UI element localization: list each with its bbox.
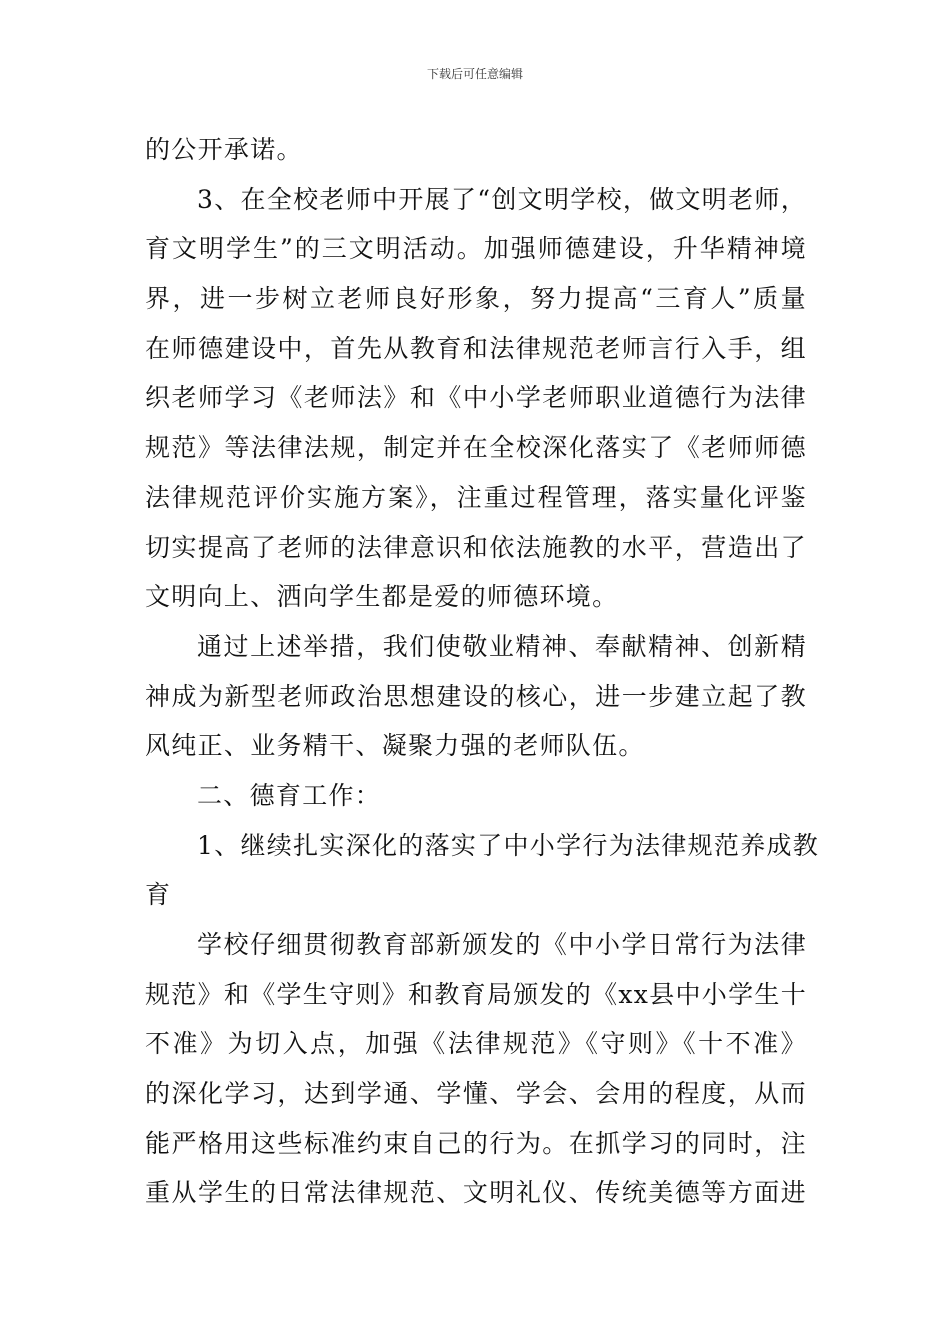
text-line: 规范》和《学生守则》和教育局颁发的《xx县中小学生十 xyxy=(145,979,808,1009)
text-line: 重从学生的日常法律规范、文明礼仪、传统美德等方面进 xyxy=(145,1178,807,1208)
text-line: 育文明学生”的三文明活动。加强师德建设，升华精神境 xyxy=(145,234,807,264)
section-heading: 二、德育工作： xyxy=(197,780,382,810)
text-line: 神成为新型老师政治思想建设的核心，进一步建立起了教 xyxy=(145,681,807,711)
page-header: 下载后可任意编辑 xyxy=(426,67,523,81)
text-line: 织老师学习《老师法》和《中小学老师职业道德行为法律 xyxy=(145,383,807,413)
text-line: 的公开承诺。 xyxy=(145,135,303,164)
text-line: 学校仔细贯彻教育部新颁发的《中小学日常行为法律 xyxy=(197,930,807,959)
text-line: 通过上述举措，我们使敬业精神、奉献精神、创新精 xyxy=(197,631,807,661)
document-body xyxy=(145,125,820,1218)
text-line: 的深化学习，达到学通、学懂、学会、会用的程度，从而 xyxy=(145,1079,807,1109)
text-line: 界，进一步树立老师良好形象，努力提高“三育人”质量 xyxy=(145,284,807,314)
text-line: 育 xyxy=(145,880,172,910)
text-line: 规范》等法律法规，制定并在全校深化落实了《老师师德 xyxy=(145,433,807,463)
text-line: 1、继续扎实深化的落实了中小学行为法律规范养成教 xyxy=(197,830,820,860)
text-line: 不准》为切入点，加强《法律规范》《守则》《十不准》 xyxy=(145,1029,807,1059)
text-line: 风纯正、业务精干、凝聚力强的老师队伍。 xyxy=(145,731,645,761)
text-line: 法律规范评价实施方案》，注重过程管理，落实量化评鉴 xyxy=(145,482,807,512)
text-line: 切实提高了老师的法律意识和依法施教的水平，营造出了 xyxy=(145,532,807,562)
text-line: 在师德建设中，首先从教育和法律规范老师言行入手，组 xyxy=(145,333,807,363)
text-line: 3、在全校老师中开展了“创文明学校，做文明老师， xyxy=(197,184,807,214)
text-line: 能严格用这些标准约束自己的行为。在抓学习的同时，注 xyxy=(145,1128,807,1158)
text-line: 文明向上、洒向学生都是爱的师德环境。 xyxy=(145,582,619,612)
